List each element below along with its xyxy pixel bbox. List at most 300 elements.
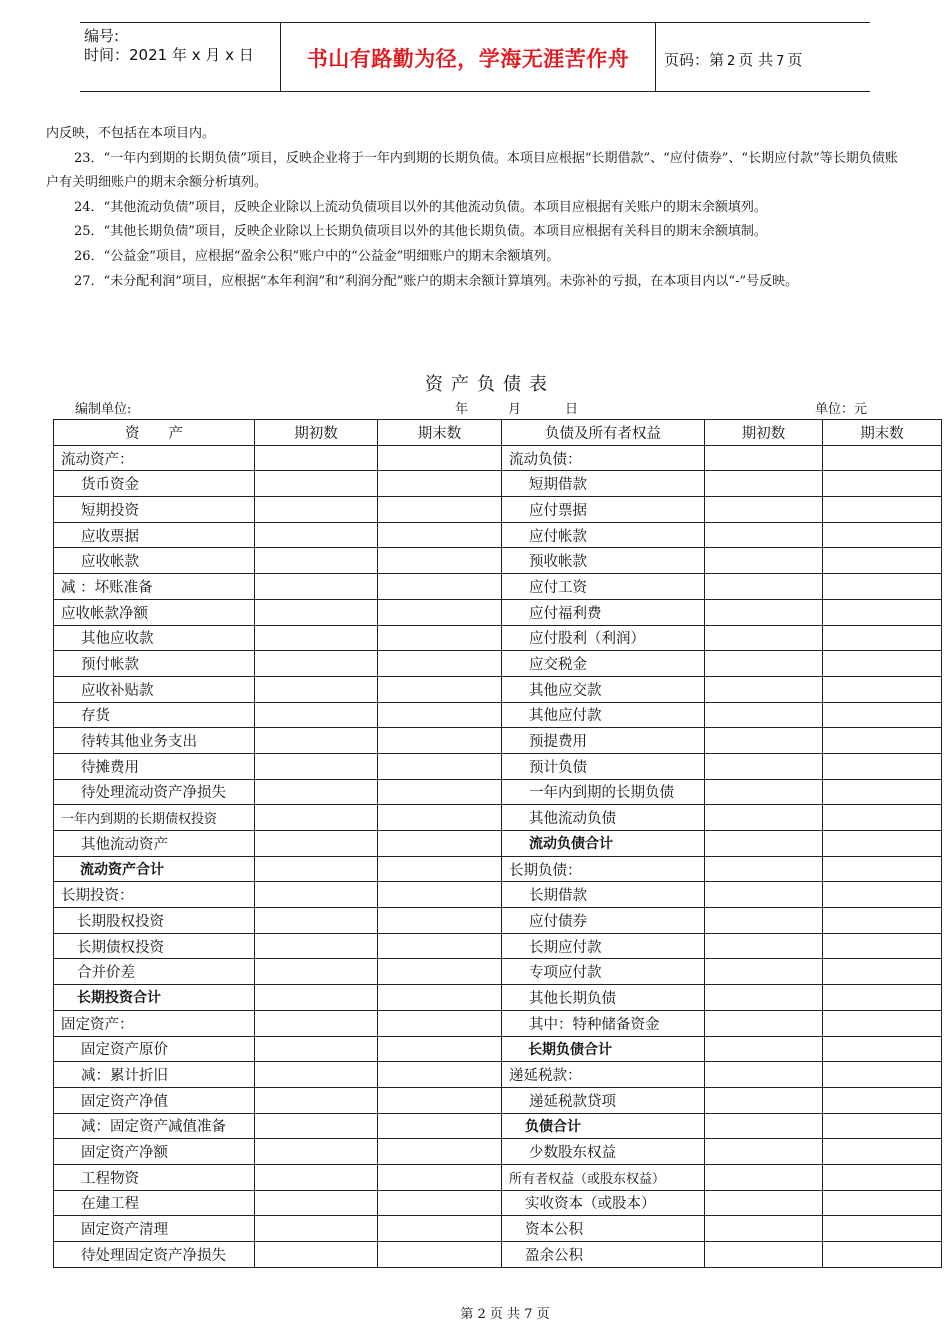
table-row <box>54 471 942 497</box>
column-header: 期初数 <box>705 420 823 446</box>
asset-item-label: 待转其他业务支出 <box>81 734 197 751</box>
asset-opening-cell[interactable] <box>255 1062 378 1088</box>
asset-item-label: 固定资产： <box>61 1016 134 1033</box>
asset-item-cell <box>54 1164 255 1190</box>
table-row <box>54 1113 942 1139</box>
asset-opening-cell[interactable] <box>255 625 378 651</box>
asset-opening-cell[interactable] <box>255 1139 378 1165</box>
column-header: 期末数 <box>823 420 942 446</box>
asset-opening-cell[interactable] <box>255 959 378 985</box>
page-mid: 页 共 <box>738 51 774 69</box>
asset-item-cell <box>54 728 255 754</box>
asset-closing-cell[interactable] <box>378 651 502 677</box>
asset-item-cell <box>54 1242 255 1268</box>
asset-item-label: 应收帐款 <box>81 554 139 571</box>
liability-item-label: 预计负债 <box>529 759 587 776</box>
liability-opening-cell[interactable] <box>705 753 823 779</box>
body-paragraph: 26．“公益金”项目，应根据“盈余公积”账户中的“公益金”明细账户的期末余额填列。 <box>74 248 560 264</box>
liability-item-label: 其他长期负债 <box>529 990 616 1007</box>
asset-opening-cell[interactable] <box>255 1087 378 1113</box>
asset-item-cell <box>54 548 255 574</box>
liability-opening-cell[interactable] <box>705 1087 823 1113</box>
liability-opening-cell[interactable] <box>705 548 823 574</box>
asset-closing-cell[interactable] <box>378 471 502 497</box>
liability-closing-cell[interactable] <box>823 702 942 728</box>
liability-item-cell <box>502 625 705 651</box>
liability-item-label: 长期负债合计 <box>528 1041 612 1058</box>
table-row <box>54 651 942 677</box>
liability-closing-cell[interactable] <box>823 805 942 831</box>
liability-item-label: 其他应付款 <box>529 708 602 725</box>
asset-opening-cell[interactable] <box>255 702 378 728</box>
asset-closing-cell[interactable] <box>378 625 502 651</box>
asset-opening-cell[interactable] <box>255 985 378 1011</box>
liability-item-label: 负债合计 <box>525 1118 581 1135</box>
table-row <box>54 676 942 702</box>
table-row <box>54 497 942 523</box>
liability-item-cell <box>502 1036 705 1062</box>
liability-item-label: 长期借款 <box>529 888 587 905</box>
asset-item-label: 在建工程 <box>81 1196 139 1213</box>
liability-closing-cell[interactable] <box>823 856 942 882</box>
asset-item-cell <box>54 933 255 959</box>
liability-item-label: 实收资本（或股本） <box>525 1196 656 1213</box>
liability-item-label: 流动负债合计 <box>529 836 613 853</box>
asset-item-label: 工程物资 <box>81 1170 139 1187</box>
liability-item-label: 资本公积 <box>525 1222 583 1239</box>
page-current: 2 <box>727 54 736 69</box>
liability-closing-cell[interactable] <box>823 1190 942 1216</box>
table-row <box>54 1164 942 1190</box>
liability-item-cell <box>502 471 705 497</box>
liability-item-label: 应付工资 <box>529 579 587 596</box>
liability-item-cell <box>502 805 705 831</box>
liability-closing-cell[interactable] <box>823 1216 942 1242</box>
liability-opening-cell[interactable] <box>705 1036 823 1062</box>
asset-closing-cell[interactable] <box>378 599 502 625</box>
asset-opening-cell[interactable] <box>255 779 378 805</box>
asset-item-cell <box>54 985 255 1011</box>
asset-item-cell <box>54 1062 255 1088</box>
table-row <box>54 548 942 574</box>
table-row <box>54 702 942 728</box>
asset-item-cell <box>54 882 255 908</box>
liability-closing-cell[interactable] <box>823 1062 942 1088</box>
page-total: 7 <box>776 54 785 69</box>
liability-item-cell <box>502 985 705 1011</box>
asset-item-label: 应收补贴款 <box>81 682 154 699</box>
asset-item-label: 一年内到期的长期债权投资 <box>61 812 218 828</box>
liability-opening-cell[interactable] <box>705 702 823 728</box>
footer-page-current: 2 <box>477 1307 486 1322</box>
liability-item-cell <box>502 753 705 779</box>
asset-item-label: 长期投资合计 <box>77 990 161 1007</box>
table-row <box>54 728 942 754</box>
asset-opening-cell[interactable] <box>255 728 378 754</box>
liability-opening-cell[interactable] <box>705 1062 823 1088</box>
liability-opening-cell[interactable] <box>705 1164 823 1190</box>
date-day-label: 日 <box>565 402 579 417</box>
asset-item-label: 应收帐款净额 <box>61 605 148 622</box>
liability-opening-cell[interactable] <box>705 959 823 985</box>
asset-item-label: 固定资产原价 <box>81 1042 168 1059</box>
asset-item-label: 短期投资 <box>81 502 139 519</box>
table-row <box>54 1087 942 1113</box>
asset-closing-cell[interactable] <box>378 1242 502 1268</box>
asset-item-cell <box>54 574 255 600</box>
liability-closing-cell[interactable] <box>823 753 942 779</box>
liability-item-label: 长期负债： <box>509 862 582 879</box>
liability-closing-cell[interactable] <box>823 1113 942 1139</box>
table-row <box>54 805 942 831</box>
asset-closing-cell[interactable] <box>378 574 502 600</box>
asset-item-label: 应收票据 <box>81 528 139 545</box>
liability-opening-cell[interactable] <box>705 1010 823 1036</box>
asset-opening-cell[interactable] <box>255 805 378 831</box>
liability-closing-cell[interactable] <box>823 1010 942 1036</box>
liability-opening-cell[interactable] <box>705 1190 823 1216</box>
asset-opening-cell[interactable] <box>255 651 378 677</box>
liability-item-cell <box>502 959 705 985</box>
asset-opening-cell[interactable] <box>255 856 378 882</box>
asset-opening-cell[interactable] <box>255 1113 378 1139</box>
table-row <box>54 1036 942 1062</box>
asset-opening-cell[interactable] <box>255 933 378 959</box>
asset-item-label: 长期股权投资 <box>77 913 164 930</box>
asset-item-label: 预付帐款 <box>81 657 139 674</box>
asset-item-cell <box>54 779 255 805</box>
table-header-row <box>54 420 942 446</box>
asset-item-label: 其他应收款 <box>81 631 154 648</box>
table-row <box>54 831 942 857</box>
body-paragraph: 24．“其他流动负债”项目，反映企业除以上流动负债项目以外的其他流动负债。本项目应根据有关账户的期末余额填列。 <box>74 199 767 215</box>
asset-item-label: 长期投资： <box>61 888 134 905</box>
asset-item-cell <box>54 1010 255 1036</box>
asset-closing-cell[interactable] <box>378 548 502 574</box>
header-divider <box>655 23 656 91</box>
asset-item-cell <box>54 753 255 779</box>
asset-item-label: 待处理固定资产净损失 <box>81 1247 226 1264</box>
liability-item-cell <box>502 831 705 857</box>
liability-item-label: 专项应付款 <box>529 965 602 982</box>
asset-item-cell <box>54 651 255 677</box>
asset-item-label: 待处理流动资产净损失 <box>81 785 226 802</box>
asset-opening-cell[interactable] <box>255 1242 378 1268</box>
liability-opening-cell[interactable] <box>705 599 823 625</box>
body-paragraph: 25．“其他长期负债”项目，反映企业除以上长期负债项目以外的其他长期负债。本项目应根据有关科目的期末余额填制。 <box>74 224 767 240</box>
asset-item-label: 减：固定资产减值准备 <box>81 1119 226 1136</box>
page-header <box>80 22 870 92</box>
asset-item-label: 货币资金 <box>81 477 139 494</box>
asset-item-label: 存货 <box>81 708 110 725</box>
liability-closing-cell[interactable] <box>823 779 942 805</box>
asset-item-cell <box>54 831 255 857</box>
asset-item-cell <box>54 471 255 497</box>
liability-item-label: 应付帐款 <box>529 528 587 545</box>
asset-closing-cell[interactable] <box>378 1113 502 1139</box>
asset-closing-cell[interactable] <box>378 445 502 471</box>
liability-item-cell <box>502 728 705 754</box>
asset-opening-cell[interactable] <box>255 676 378 702</box>
liability-opening-cell[interactable] <box>705 805 823 831</box>
asset-opening-cell[interactable] <box>255 471 378 497</box>
asset-closing-cell[interactable] <box>378 1164 502 1190</box>
table-row <box>54 1139 942 1165</box>
liability-opening-cell[interactable] <box>705 471 823 497</box>
asset-opening-cell[interactable] <box>255 1164 378 1190</box>
liability-opening-cell[interactable] <box>705 831 823 857</box>
asset-item-cell <box>54 522 255 548</box>
liability-opening-cell[interactable] <box>705 445 823 471</box>
column-header: 期初数 <box>255 420 378 446</box>
asset-item-cell <box>54 805 255 831</box>
asset-closing-cell[interactable] <box>378 985 502 1011</box>
liability-closing-cell[interactable] <box>823 933 942 959</box>
asset-item-cell <box>54 1036 255 1062</box>
asset-item-label: 固定资产清理 <box>81 1222 168 1239</box>
asset-item-label: 流动资产： <box>61 451 134 468</box>
asset-closing-cell[interactable] <box>378 522 502 548</box>
liability-item-cell <box>502 856 705 882</box>
liability-closing-cell[interactable] <box>823 908 942 934</box>
asset-opening-cell[interactable] <box>255 522 378 548</box>
asset-opening-cell[interactable] <box>255 908 378 934</box>
liability-opening-cell[interactable] <box>705 882 823 908</box>
asset-item-cell <box>54 676 255 702</box>
liability-item-label: 长期应付款 <box>529 939 602 956</box>
asset-opening-cell[interactable] <box>255 882 378 908</box>
liability-item-label: 递延税款： <box>509 1068 582 1085</box>
liability-item-label: 其他应交款 <box>529 682 602 699</box>
liability-opening-cell[interactable] <box>705 1139 823 1165</box>
page-footer <box>0 1303 950 1322</box>
header-motto: 书山有路勤为径，学海无涯苦作舟 <box>306 46 630 71</box>
liability-item-cell <box>502 651 705 677</box>
table-title: 资产负债表 <box>425 374 555 395</box>
liability-opening-cell[interactable] <box>705 522 823 548</box>
table-row <box>54 1216 942 1242</box>
asset-opening-cell[interactable] <box>255 497 378 523</box>
asset-item-cell <box>54 908 255 934</box>
asset-item-cell <box>54 497 255 523</box>
liability-closing-cell[interactable] <box>823 1139 942 1165</box>
liability-closing-cell[interactable] <box>823 728 942 754</box>
liability-closing-cell[interactable] <box>823 1242 942 1268</box>
liability-closing-cell[interactable] <box>823 471 942 497</box>
asset-opening-cell[interactable] <box>255 1010 378 1036</box>
liability-item-cell <box>502 1164 705 1190</box>
asset-item-label: 固定资产净值 <box>81 1093 168 1110</box>
page-suffix: 页 <box>787 51 803 69</box>
date-year-label: 年 <box>455 402 469 417</box>
asset-closing-cell[interactable] <box>378 856 502 882</box>
liability-closing-cell[interactable] <box>823 625 942 651</box>
liability-item-cell <box>502 702 705 728</box>
asset-item-label: 固定资产净额 <box>81 1145 168 1162</box>
liability-item-cell <box>502 522 705 548</box>
asset-opening-cell[interactable] <box>255 445 378 471</box>
liability-closing-cell[interactable] <box>823 676 942 702</box>
liability-item-cell <box>502 779 705 805</box>
asset-closing-cell[interactable] <box>378 1087 502 1113</box>
asset-item-cell <box>54 702 255 728</box>
liability-closing-cell[interactable] <box>823 497 942 523</box>
liability-opening-cell[interactable] <box>705 574 823 600</box>
liability-item-cell <box>502 548 705 574</box>
liability-opening-cell[interactable] <box>705 728 823 754</box>
asset-closing-cell[interactable] <box>378 882 502 908</box>
liability-opening-cell[interactable] <box>705 856 823 882</box>
liability-item-cell <box>502 1216 705 1242</box>
table-row <box>54 574 942 600</box>
liability-closing-cell[interactable] <box>823 548 942 574</box>
asset-opening-cell[interactable] <box>255 1216 378 1242</box>
liability-item-cell <box>502 574 705 600</box>
liability-item-cell <box>502 1113 705 1139</box>
asset-item-label: 其他流动资产 <box>81 836 168 853</box>
asset-closing-cell[interactable] <box>378 908 502 934</box>
asset-item-cell <box>54 1216 255 1242</box>
asset-closing-cell[interactable] <box>378 1062 502 1088</box>
liability-item-label: 其他流动负债 <box>529 811 616 828</box>
liability-opening-cell[interactable] <box>705 676 823 702</box>
asset-closing-cell[interactable] <box>378 805 502 831</box>
body-text <box>46 122 908 294</box>
liability-item-label: 盈余公积 <box>525 1247 583 1264</box>
table-row <box>54 1190 942 1216</box>
liability-item-cell <box>502 882 705 908</box>
asset-closing-cell[interactable] <box>378 1036 502 1062</box>
asset-opening-cell[interactable] <box>255 1036 378 1062</box>
asset-item-cell <box>54 625 255 651</box>
asset-closing-cell[interactable] <box>378 1190 502 1216</box>
liability-item-label: 应付福利费 <box>529 605 602 622</box>
footer-suffix: 页 <box>536 1307 550 1322</box>
footer-mid: 页 共 <box>489 1307 521 1322</box>
asset-item-cell <box>54 1139 255 1165</box>
asset-closing-cell[interactable] <box>378 959 502 985</box>
table-row <box>54 753 942 779</box>
table-row <box>54 985 942 1011</box>
table-row <box>54 522 942 548</box>
liability-item-label: 应交税金 <box>529 657 587 674</box>
asset-closing-cell[interactable] <box>378 676 502 702</box>
liability-opening-cell[interactable] <box>705 933 823 959</box>
asset-closing-cell[interactable] <box>378 702 502 728</box>
liability-closing-cell[interactable] <box>823 959 942 985</box>
liability-closing-cell[interactable] <box>823 1036 942 1062</box>
liability-opening-cell[interactable] <box>705 908 823 934</box>
asset-item-cell <box>54 445 255 471</box>
asset-opening-cell[interactable] <box>255 753 378 779</box>
liability-item-label: 预收帐款 <box>529 554 587 571</box>
asset-opening-cell[interactable] <box>255 831 378 857</box>
liability-item-cell <box>502 1010 705 1036</box>
liability-closing-cell[interactable] <box>823 445 942 471</box>
liability-item-label: 其中：特种储备资金 <box>529 1016 660 1033</box>
footer-prefix: 第 <box>460 1307 474 1322</box>
liability-item-cell <box>502 1139 705 1165</box>
liability-opening-cell[interactable] <box>705 1113 823 1139</box>
asset-opening-cell[interactable] <box>255 574 378 600</box>
column-header: 期末数 <box>378 420 502 446</box>
preparer-unit-label: 编制单位: <box>75 402 132 417</box>
liability-closing-cell[interactable] <box>823 985 942 1011</box>
liability-closing-cell[interactable] <box>823 882 942 908</box>
liability-item-label: 递延税款贷项 <box>529 1093 616 1110</box>
header-page-number <box>664 49 802 70</box>
liability-opening-cell[interactable] <box>705 625 823 651</box>
liability-item-cell <box>502 1190 705 1216</box>
asset-closing-cell[interactable] <box>378 831 502 857</box>
asset-item-cell <box>54 1087 255 1113</box>
body-paragraph: 内反映，不包括在本项目内。 <box>46 126 216 141</box>
liability-item-label: 预提费用 <box>529 734 587 751</box>
table-row <box>54 856 942 882</box>
document-number-label: 编号: <box>84 27 120 45</box>
liability-opening-cell[interactable] <box>705 651 823 677</box>
table-row <box>54 1242 942 1268</box>
liability-closing-cell[interactable] <box>823 831 942 857</box>
body-paragraph: 23．“一年内到期的长期负债”项目，反映企业将于一年内到期的长期负债。本项目应根据“长期借款”、“应付债券”、“长期应付款”等长期负债账户有关明细账户的期末余额分析填列。 <box>46 150 898 191</box>
liability-closing-cell[interactable] <box>823 522 942 548</box>
table-row <box>54 1062 942 1088</box>
asset-item-cell <box>54 1190 255 1216</box>
liability-item-cell <box>502 497 705 523</box>
liability-opening-cell[interactable] <box>705 1242 823 1268</box>
asset-closing-cell[interactable] <box>378 779 502 805</box>
liability-item-label: 短期借款 <box>529 477 587 494</box>
liability-closing-cell[interactable] <box>823 1087 942 1113</box>
asset-opening-cell[interactable] <box>255 599 378 625</box>
liability-closing-cell[interactable] <box>823 599 942 625</box>
liability-item-label: 应付债券 <box>529 913 587 930</box>
asset-closing-cell[interactable] <box>378 753 502 779</box>
liability-item-cell <box>502 445 705 471</box>
asset-closing-cell[interactable] <box>378 1216 502 1242</box>
liability-opening-cell[interactable] <box>705 985 823 1011</box>
liability-item-label: 所有者权益（或股东权益） <box>509 1171 666 1187</box>
asset-closing-cell[interactable] <box>378 1010 502 1036</box>
table-row <box>54 959 942 985</box>
liability-closing-cell[interactable] <box>823 574 942 600</box>
liability-item-cell <box>502 1087 705 1113</box>
table-row <box>54 599 942 625</box>
asset-item-cell <box>54 856 255 882</box>
asset-closing-cell[interactable] <box>378 933 502 959</box>
liability-opening-cell[interactable] <box>705 1216 823 1242</box>
table-row <box>54 908 942 934</box>
liability-item-cell <box>502 933 705 959</box>
liability-closing-cell[interactable] <box>823 1164 942 1190</box>
liability-closing-cell[interactable] <box>823 651 942 677</box>
asset-closing-cell[interactable] <box>378 728 502 754</box>
liability-opening-cell[interactable] <box>705 497 823 523</box>
asset-closing-cell[interactable] <box>378 1139 502 1165</box>
column-header: 负债及所有者权益 <box>502 420 705 446</box>
table-row <box>54 1010 942 1036</box>
asset-opening-cell[interactable] <box>255 548 378 574</box>
asset-item-label: 减：累计折旧 <box>81 1068 168 1085</box>
table-row <box>54 933 942 959</box>
table-row <box>54 779 942 805</box>
liability-item-cell <box>502 1062 705 1088</box>
table-row <box>54 445 942 471</box>
header-info <box>84 27 254 65</box>
liability-opening-cell[interactable] <box>705 779 823 805</box>
asset-closing-cell[interactable] <box>378 497 502 523</box>
asset-opening-cell[interactable] <box>255 1190 378 1216</box>
